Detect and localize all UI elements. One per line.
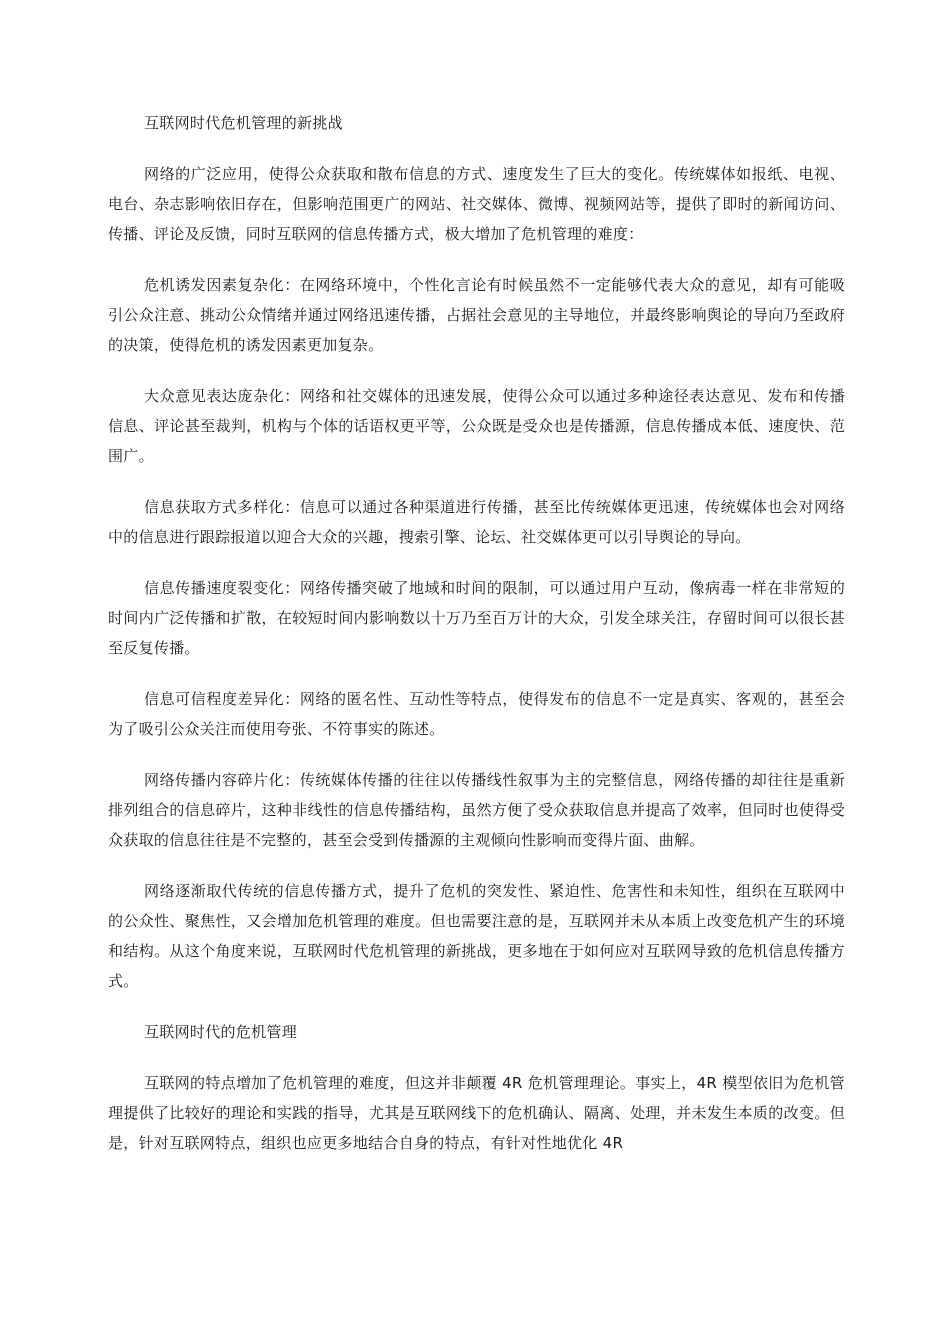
section-heading-new-challenges: 互联网时代危机管理的新挑战 [144,114,343,132]
paragraph-info-acquisition: 信息获取方式多样化：信息可以通过各种渠道进行传播，甚至比传统媒体更迅速，传统媒体也会对网络中的信息进行跟踪报道以迎合大众的兴趣，搜索引擎、论坛、社交媒体更可以引导舆论的导向。 [108,498,845,546]
paragraph-spread-speed: 信息传播速度裂变化：网络传播突破了地域和时间的限制，可以通过用户互动，像病毒一样在非常短的时间内广泛传播和扩散，在较短时间内影响数以十万乃至百万计的大众，引发全球关注，存留时间可以很长甚至反复传播。 [108,579,845,657]
paragraph-4r-model: 互联网的特点增加了危机管理的难度，但这并非颠覆 4R 危机管理理论。事实上，4R 模型依旧为危机管理提供了比较好的理论和实践的指导，尤其是互联网线下的危机确认、隔离、处理，并未发生本质的改变。但是，针对互联网特点，组织也应更多地结合自身的特点，有针对性地优化 4R [108,1074,845,1152]
paragraph-credibility: 信息可信程度差异化：网络的匿名性、互动性等特点，使得发布的信息不一定是真实、客观的，甚至会为了吸引公众关注而使用夸张、不符事实的陈述。 [108,690,845,738]
paragraph-fragmentation: 网络传播内容碎片化：传统媒体传播的往往以传播线性叙事为主的完整信息，网络传播的却往往是重新排列组合的信息碎片，这种非线性的信息传播结构，虽然方便了受众获取信息并提高了效率，但同时也使得受众获取的信息往往是不完整的，甚至会受到传播源的主观倾向性影响而变得片面、曲解。 [108,771,845,849]
paragraph-opinion-expression: 大众意见表达庞杂化：网络和社交媒体的迅速发展，使得公众可以通过多种途径表达意见、发布和传播信息、评论甚至裁判，机构与个体的话语权更平等，公众既是受众也是传播源，信息传播成本低、速度快、范围广。 [108,387,845,465]
document-body [108,108,845,1179]
section-heading-crisis-management: 互联网时代的危机管理 [144,1023,298,1041]
paragraph-summary: 网络逐渐取代传统的信息传播方式，提升了危机的突发性、紧迫性、危害性和未知性，组织在互联网中的公众性、聚焦性，又会增加危机管理的难度。但也需要注意的是，互联网并未从本质上改变危机产生的环境和结构。从这个角度来说，互联网时代危机管理的新挑战，更多地在于如何应对互联网导致的危机信息传播方式。 [108,882,845,990]
paragraph-intro: 网络的广泛应用，使得公众获取和散布信息的方式、速度发生了巨大的变化。传统媒体如报纸、电视、电台、杂志影响依旧存在，但影响范围更广的网站、社交媒体、微博、视频网站等，提供了即时的新闻访问、传播、评论及反馈，同时互联网的信息传播方式，极大增加了危机管理的难度： [108,165,845,243]
paragraph-trigger-factors: 危机诱发因素复杂化：在网络环境中，个性化言论有时候虽然不一定能够代表大众的意见，却有可能吸引公众注意、挑动公众情绪并通过网络迅速传播，占据社会意见的主导地位，并最终影响舆论的导向乃至政府的决策，使得危机的诱发因素更加复杂。 [108,276,845,354]
